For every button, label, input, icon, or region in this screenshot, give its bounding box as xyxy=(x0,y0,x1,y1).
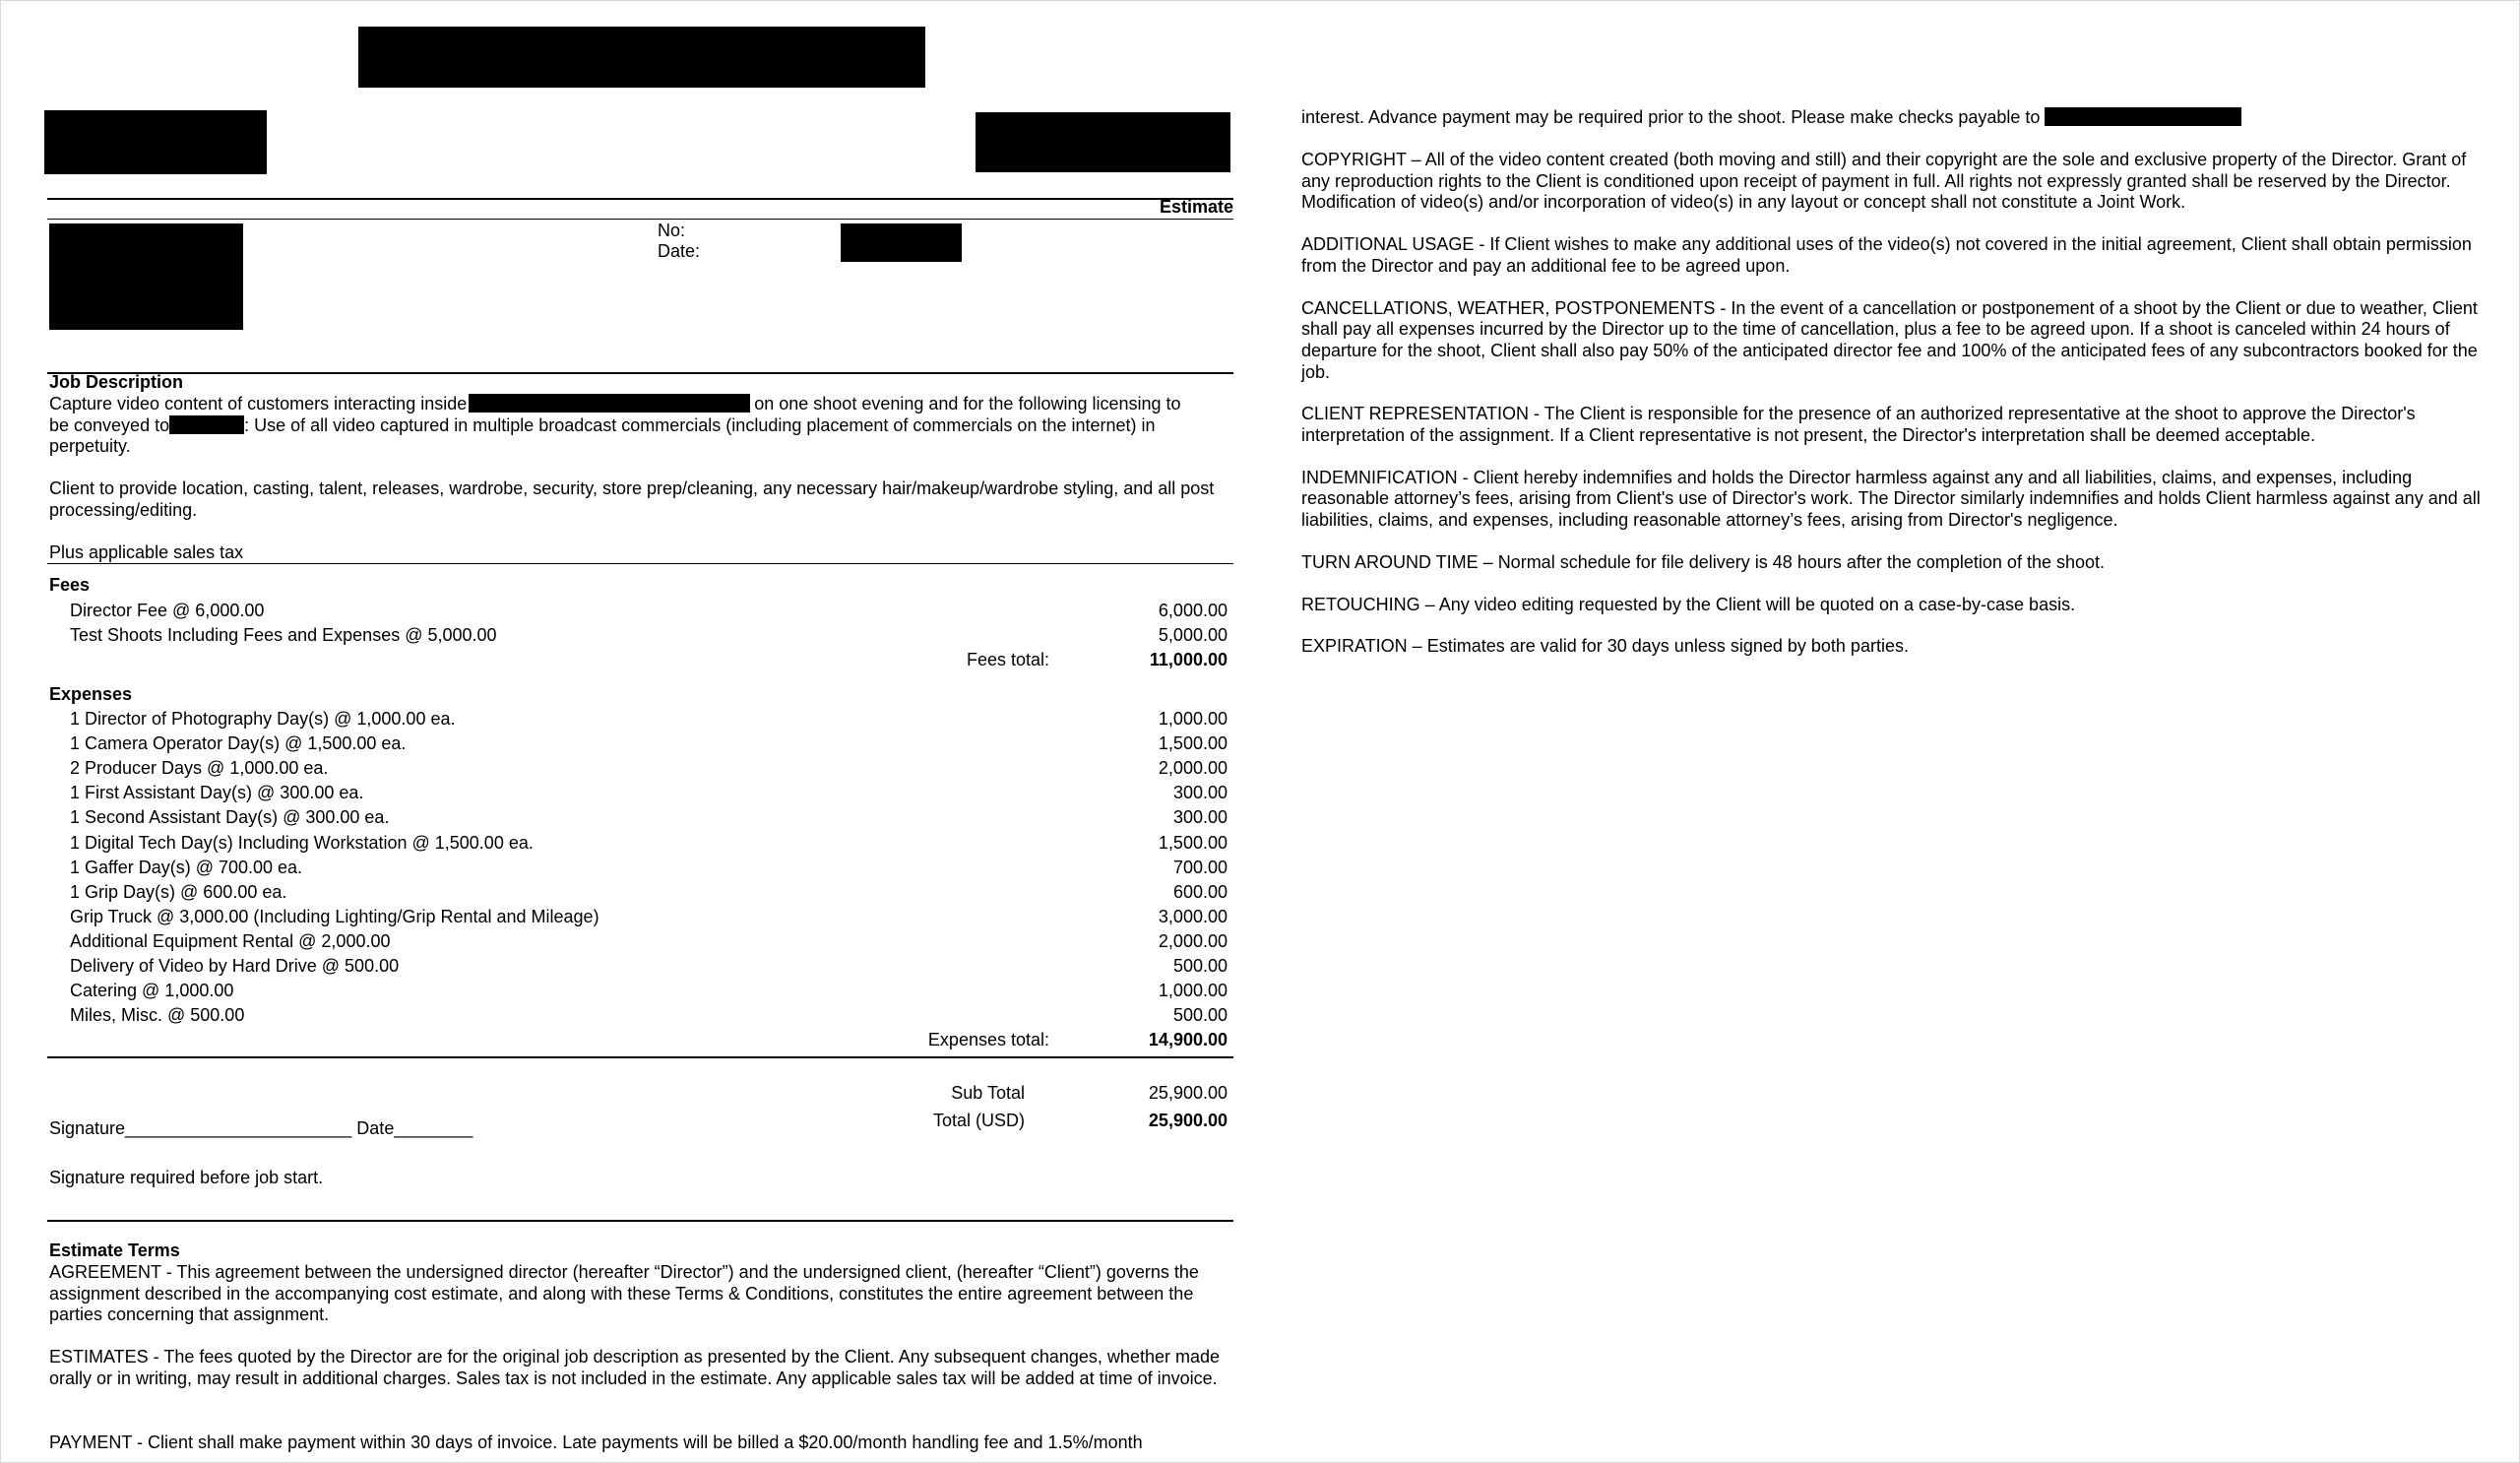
expense-amount: 3,000.00 xyxy=(1158,906,1228,926)
expense-line-item xyxy=(70,882,1228,907)
subtotal-label: Sub Total xyxy=(951,1083,1025,1103)
term-indemnification: INDEMNIFICATION - Client hereby indemnifies and holds the Director harmless against any and all liabilities, claims, and expenses, including reasonable attorney’s fees, arising from Client's use of Director's work. The Director similarly indemnifies and holds Client harmless against any and all liabilities, claims, and expenses, including reasonable attorney’s fees, arising from Director's negligence. xyxy=(1301,467,2481,531)
term-client-representation: CLIENT REPRESENTATION - The Client is responsible for the presence of an authorized representative at the shoot to approve the Director's interpretation of the assignment. If a Client representative is not present, the Director's interpretation shall be deemed acceptable. xyxy=(1301,404,2416,446)
expense-line-item xyxy=(70,709,1228,733)
job-line2-end: : Use of all video captured in multiple broadcast commercials (including placement of commercials on the internet) in xyxy=(244,415,1156,435)
job-line2-start: be conveyed to xyxy=(49,415,170,435)
term-payment-start: PAYMENT - Client shall make payment within 30 days of invoice. Late payments will be billed a $20.00/month handling fee and 1.5%/month xyxy=(49,1432,1143,1452)
subtotal-amount: 25,900.00 xyxy=(1148,1083,1228,1103)
expense-line-item xyxy=(70,733,1228,758)
expense-amount: 300.00 xyxy=(1172,807,1228,828)
terms-right-column xyxy=(1301,150,2488,678)
expense-amount: 500.00 xyxy=(1172,1005,1228,1026)
expense-amount: 600.00 xyxy=(1172,881,1228,902)
fees-heading: Fees xyxy=(49,575,91,595)
expenses-total-amount: 14,900.00 xyxy=(1148,1030,1228,1050)
expense-amount: 1,000.00 xyxy=(1158,981,1228,1001)
signature-note: Signature required before job start. xyxy=(49,1168,324,1187)
term-agreement: AGREEMENT - This agreement between the undersigned director (hereafter “Director”) and the undersigned client, (hereafter “Client”) governs the assignment described in the accompanying cost estimate, and along with these Terms & Conditions, constitutes the entire agreement between the parties concerning that assignment. xyxy=(49,1262,1199,1325)
expense-label: 1 Camera Operator Day(s) @ 1,500.00 ea. xyxy=(70,733,407,754)
job-description-heading: Job Description xyxy=(49,372,184,392)
fee-line-item xyxy=(70,601,1228,625)
expense-line-item xyxy=(70,907,1228,931)
expense-label: Catering @ 1,000.00 xyxy=(70,981,234,1001)
term-cancellations: CANCELLATIONS, WEATHER, POSTPONEMENTS - In the event of a cancellation or postponement of a shoot by the Client or due to weather, Client shall pay all expenses incurred by the Director up to the time of cancellation, plus a fee to be agreed upon. If a shoot is canceled within 24 hours of departure for the shoot, Client shall also pay 50% of the anticipated director fee and 100% of the anticipated fees of any subcontractors booked for the job. xyxy=(1301,297,2478,382)
redacted-contact-block xyxy=(976,112,1230,172)
payment-continued-text: interest. Advance payment may be required prior to the shoot. Please make checks payable to xyxy=(1301,107,2041,127)
expense-label: 1 First Assistant Day(s) @ 300.00 ea. xyxy=(70,783,364,803)
fee-label: Test Shoots Including Fees and Expenses @ 5,000.00 xyxy=(70,625,497,645)
term-copyright: COPYRIGHT – All of the video content created (both moving and still) and their copyright are the sole and exclusive property of the Director. Grant of any reproduction rights to the Client is conditioned upon receipt of payment in full. All rights not expressly granted shall be reserved by the Director. Modification of video(s) and/or incorporation of video(s) in any layout or concept shall not constitute a Joint Work. xyxy=(1301,150,2467,213)
expense-line-item xyxy=(70,858,1228,882)
client-provides-text: Client to provide location, casting, talent, releases, wardrobe, security, store prep/cleaning, any necessary hair/makeup/wardrobe styling, and all post processing/editing. xyxy=(49,478,1215,520)
expense-amount: 700.00 xyxy=(1172,857,1228,877)
job-description-line-3: perpetuity. xyxy=(49,436,131,456)
fee-label: Director Fee @ 6,000.00 xyxy=(70,601,265,620)
signature-line: Signature_______________________ Date________ xyxy=(49,1118,473,1138)
header-rule-lower xyxy=(47,219,1233,220)
job-line1-start: Capture video content of customers interacting inside xyxy=(49,394,468,413)
expense-amount: 300.00 xyxy=(1172,783,1228,803)
expense-line-item xyxy=(70,758,1228,783)
terms-rule xyxy=(47,1220,1233,1222)
total-amount: 25,900.00 xyxy=(1148,1111,1228,1130)
expense-label: Delivery of Video by Hard Drive @ 500.00 xyxy=(70,956,400,976)
expense-amount: 1,500.00 xyxy=(1158,832,1228,853)
terms-heading: Estimate Terms xyxy=(49,1240,180,1260)
expenses-total-label: Expenses total: xyxy=(927,1030,1049,1050)
term-retouching: RETOUCHING – Any video editing requested by the Client will be quoted on a case-by-case basis. xyxy=(1301,594,2076,614)
expenses-heading: Expenses xyxy=(49,684,133,704)
expense-label: 1 Grip Day(s) @ 600.00 ea. xyxy=(70,881,287,902)
fee-amount: 5,000.00 xyxy=(1158,625,1228,645)
redacted-logo xyxy=(44,110,267,174)
expense-amount: 1,000.00 xyxy=(1158,709,1228,729)
term-turnaround: TURN AROUND TIME – Normal schedule for file delivery is 48 hours after the completion of the shoot. xyxy=(1301,551,2106,572)
term-additional-usage: ADDITIONAL USAGE - If Client wishes to make any additional uses of the video(s) not covered in the initial agreement, Client shall obtain permission from the Director and pay an additional fee to be agreed upon. xyxy=(1301,234,2472,276)
fees-total-label: Fees total: xyxy=(966,650,1049,669)
fee-line-item xyxy=(70,625,1228,650)
job-line1-end: on one shoot evening and for the following licensing to xyxy=(754,394,1181,413)
expense-line-item xyxy=(70,956,1228,981)
expense-label: 1 Director of Photography Day(s) @ 1,000.00 ea. xyxy=(70,709,456,729)
expense-line-item xyxy=(70,1005,1228,1030)
job-description-line-1 xyxy=(49,394,1181,415)
expense-label: Miles, Misc. @ 500.00 xyxy=(70,1005,245,1026)
term-expiration: EXPIRATION – Estimates are valid for 30 days unless signed by both parties. xyxy=(1301,636,1909,657)
header-rule xyxy=(47,198,1233,200)
redacted-client-name xyxy=(169,415,244,434)
sales-tax-note: Plus applicable sales tax xyxy=(49,542,244,562)
redacted-company-name xyxy=(358,27,925,88)
redacted-client-address xyxy=(49,223,243,330)
fees-rule xyxy=(47,563,1233,564)
expense-label: 1 Digital Tech Day(s) Including Workstation @ 1,500.00 ea. xyxy=(70,832,534,853)
estimate-date-label: Date: xyxy=(658,241,701,261)
estimate-heading: Estimate xyxy=(1159,197,1233,217)
expense-label: Additional Equipment Rental @ 2,000.00 xyxy=(70,930,391,951)
estimate-no-label: No: xyxy=(658,221,686,240)
fee-amount: 6,000.00 xyxy=(1158,601,1228,620)
expense-line-item xyxy=(70,981,1228,1005)
expense-amount: 2,000.00 xyxy=(1158,930,1228,951)
expense-line-item xyxy=(70,807,1228,832)
job-rule xyxy=(47,372,1233,374)
redacted-payee xyxy=(2045,107,2241,126)
redacted-location xyxy=(469,394,750,413)
expense-label: 1 Second Assistant Day(s) @ 300.00 ea. xyxy=(70,807,390,828)
expense-line-item xyxy=(70,931,1228,956)
expense-label: 2 Producer Days @ 1,000.00 ea. xyxy=(70,758,329,779)
total-label: Total (USD) xyxy=(932,1111,1025,1130)
expense-amount: 500.00 xyxy=(1172,956,1228,976)
expense-line-item xyxy=(70,783,1228,807)
term-estimates: ESTIMATES - The fees quoted by the Director are for the original job description as presented by the Client. Any subsequent changes, whether made orally or in writing, may result in additional charges. Sales tax is not included in the estimate. Any applicable sales tax will be added at time of invoice. xyxy=(49,1347,1220,1388)
expenses-rule xyxy=(47,1056,1233,1058)
expense-amount: 1,500.00 xyxy=(1158,733,1228,754)
term-payment-continued xyxy=(1301,107,2241,129)
expense-amount: 2,000.00 xyxy=(1158,758,1228,779)
expense-line-item xyxy=(70,833,1228,858)
redacted-estimate-number xyxy=(841,223,962,262)
expense-label: Grip Truck @ 3,000.00 (Including Lighting/Grip Rental and Mileage) xyxy=(70,906,599,926)
job-description-line-2 xyxy=(49,415,1156,437)
expense-label: 1 Gaffer Day(s) @ 700.00 ea. xyxy=(70,857,303,877)
fees-total-amount: 11,000.00 xyxy=(1149,650,1228,669)
